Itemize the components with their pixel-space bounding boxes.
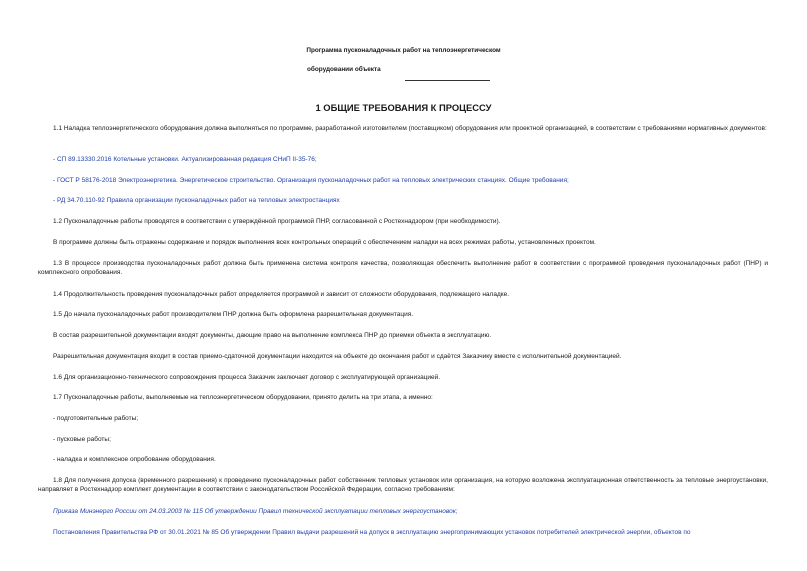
paragraph-1-7: 1.7 Пусконаладочные работы, выполняемые на теплоэнергетическом оборудовании, принято делить на три этапа, а именно:: [53, 394, 433, 401]
paragraph-1-3: 1.3 В процессе производства пусконаладочных работ должна быть применена система контроля качества, позволяющая обеспечить выполнение работ в соответствии с программой проведения пусконаладочных работ (ПНР) и комплексного опробования.: [38, 260, 768, 276]
stage-preparatory: - подготовительные работы;: [53, 415, 139, 422]
stage-startup: - пусковые работы;: [53, 436, 111, 443]
reference-government-decree-85[interactable]: Постановления Правительства РФ от 30.01.2021 № 85 Об утверждении Правил выдачи разрешений на допуск в эксплуатацию энергопринимающих установок потребителей электрической энергии, объектов по: [53, 529, 691, 536]
paragraph-1-5: 1.5 До начала пусконаладочных работ производителем ПНР должна быть оформлена разрешительная документация.: [53, 311, 414, 318]
paragraph-1-4: 1.4 Продолжительность проведения пусконаладочных работ определяется программой и зависит от сложности оборудования, подлежащего наладке.: [53, 291, 510, 298]
object-name-blank-line: [405, 80, 490, 81]
paragraph-1-1: 1.1 Наладка теплоэнергетического оборудования должна выполняться по программе, разработанной изготовителем (поставщиком) оборудования или проектной организацией, в соответствии с требованиями нормативных документов:: [53, 125, 767, 132]
reference-minenergo-order-115[interactable]: Приказа Минэнерго России от 24.03.2003 № 115 Об утверждении Правил технической эксплуатации тепловых энергоустановок;: [53, 508, 458, 515]
object-label: оборудовании объекта: [307, 66, 381, 73]
paragraph-permit-docs-storage: Разрешительная документация входит в состав приемо-сдаточной документации находится на объекте до окончания работ и сдаётся Заказчику вместе с исполнительной документацией.: [53, 353, 622, 360]
program-title: Программа пусконаладочных работ на теплоэнергетическом: [306, 47, 501, 54]
reference-rd-34[interactable]: - РД 34.70.110-92 Правила организации пусконаладочных работ на тепловых электростанциях: [53, 197, 340, 204]
section-title: 1 ОБЩИЕ ТРЕБОВАНИЯ К ПРОЦЕССУ: [315, 102, 492, 113]
stage-commissioning: - наладка и комплексное опробование оборудования.: [53, 456, 216, 463]
paragraph-program-content: В программе должны быть отражены содержание и порядок выполнения всех контрольных операций с обеспечением наладки на всех режимах работы, установленных проектом.: [53, 239, 596, 246]
paragraph-1-2: 1.2 Пусконаладочные работы проводятся в соответствии с утверждённой программой ПНР, согласованной с Ростехнадзором (при необходимости).: [53, 218, 501, 225]
paragraph-permit-docs: В состав разрешительной документации входят документы, дающие право на выполнение комплекса ПНР до приемки объекта в эксплуатацию.: [53, 332, 492, 339]
paragraph-1-8: 1.8 Для получения допуска (временного разрешения) к проведению пусконаладочных работ собственник тепловых установок или организация, на которую возложена эксплуатационная ответственность за тепловые энергоустановки, направляет в Ростехнадзор комплект документации в соответствии с законодательством Российской Федерации, согласно требованиям:: [38, 477, 768, 493]
reference-gost-58176[interactable]: - ГОСТ Р 58176-2018 Электроэнергетика. Энергетическое строительство. Организация пусконаладочных работ на тепловых электрических станциях. Общие требования;: [53, 177, 569, 184]
paragraph-1-6: 1.6 Для организационно-технического сопровождения процесса Заказчик заключает договор с эксплуатирующей организацией.: [53, 374, 441, 381]
reference-sp-89[interactable]: - СП 89.13330.2016 Котельные установки. Актуализированная редакция СНиП II-35-76;: [53, 156, 317, 163]
